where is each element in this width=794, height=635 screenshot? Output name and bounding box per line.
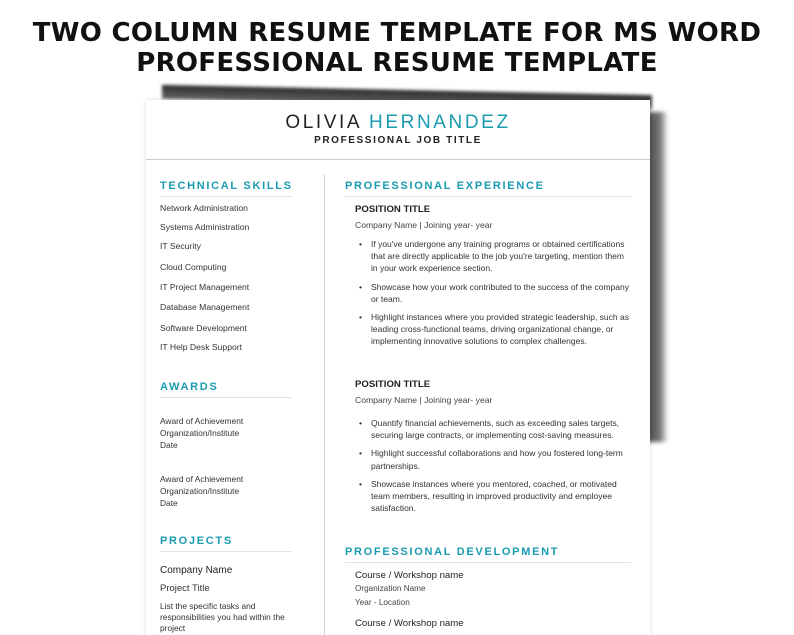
project-description: List the specific tasks and responsibilities you had within the project bbox=[160, 601, 285, 633]
professional-experience-heading: PROFESSIONAL EXPERIENCE bbox=[345, 180, 545, 192]
first-name: OLIVIA bbox=[285, 112, 362, 133]
bullet-item: • If you've undergone any training programs or obtained certifications that are directly applicable to the job you're targeting, mention them in your work experience section. bbox=[355, 238, 630, 275]
projects-heading: PROJECTS bbox=[160, 535, 233, 547]
project-title: Project Title bbox=[160, 583, 210, 594]
job-bullets bbox=[355, 417, 630, 520]
skill-item: IT Help Desk Support bbox=[160, 342, 242, 352]
skill-item: Cloud Computing bbox=[160, 262, 227, 272]
skill-item: IT Security bbox=[160, 241, 201, 251]
award-entry bbox=[160, 415, 243, 451]
award-entry bbox=[160, 473, 243, 509]
bullet-item: • Highlight instances where you provided strategic leadership, such as leading cross-functional teams, driving organizational change, or implementing innovative solutions to complex challenges. bbox=[355, 311, 630, 348]
section-rule bbox=[160, 397, 292, 398]
banner-title-line-1: TWO COLUMN RESUME TEMPLATE FOR MS WORD bbox=[32, 18, 762, 48]
banner-title-line-2: PROFESSIONAL RESUME TEMPLATE bbox=[136, 48, 658, 78]
award-date: Date bbox=[160, 498, 178, 508]
skill-item: Database Management bbox=[160, 302, 250, 312]
header-divider bbox=[146, 159, 650, 160]
job-bullets bbox=[355, 238, 630, 354]
skill-item: Network Administration bbox=[160, 203, 248, 213]
professional-development-heading: PROFESSIONAL DEVELOPMENT bbox=[345, 546, 560, 558]
course-organization: Organization Name bbox=[355, 584, 426, 593]
position-title: POSITION TITLE bbox=[355, 204, 431, 215]
course-year-location: Year - Location bbox=[355, 598, 410, 607]
course-name: Course / Workshop name bbox=[355, 570, 464, 581]
course-name: Course / Workshop name bbox=[355, 618, 464, 629]
award-date: Date bbox=[160, 440, 178, 450]
bullet-item: • Showcase instances where you mentored, coached, or motivated team members, resulting in improved productivity and employee satisfaction. bbox=[355, 478, 630, 515]
last-name: HERNANDEZ bbox=[369, 112, 511, 133]
resume-page bbox=[146, 100, 650, 635]
section-rule bbox=[160, 196, 292, 197]
skill-item: Systems Administration bbox=[160, 222, 250, 232]
job-title: PROFESSIONAL JOB TITLE bbox=[314, 135, 482, 146]
award-name: Award of Achievement bbox=[160, 416, 244, 426]
company-line: Company Name | Joining year- year bbox=[355, 220, 493, 230]
award-name: Award of Achievement bbox=[160, 474, 244, 484]
company-line: Company Name | Joining year- year bbox=[355, 395, 493, 405]
skill-item: Software Development bbox=[160, 323, 247, 333]
bullet-item: • Quantify financial achievements, such as exceeding sales targets, securing large contracts, or implementing cost-saving measures. bbox=[355, 417, 630, 441]
awards-heading: AWARDS bbox=[160, 381, 219, 393]
bullet-item: • Showcase how your work contributed to the success of the company or team. bbox=[355, 281, 630, 305]
section-rule bbox=[345, 196, 631, 197]
section-rule bbox=[160, 551, 292, 552]
banner bbox=[0, 18, 794, 78]
position-title: POSITION TITLE bbox=[355, 379, 431, 390]
project-company: Company Name bbox=[160, 565, 233, 576]
resume-name bbox=[146, 112, 650, 134]
column-divider bbox=[324, 174, 325, 635]
award-org: Organization/Institute bbox=[160, 486, 240, 496]
skill-item: IT Project Management bbox=[160, 282, 250, 292]
bullet-item: • Highlight successful collaborations and how you fostered long-term partnerships. bbox=[355, 447, 630, 471]
section-rule bbox=[345, 562, 631, 563]
award-org: Organization/Institute bbox=[160, 428, 240, 438]
technical-skills-heading: TECHNICAL SKILLS bbox=[160, 180, 293, 192]
